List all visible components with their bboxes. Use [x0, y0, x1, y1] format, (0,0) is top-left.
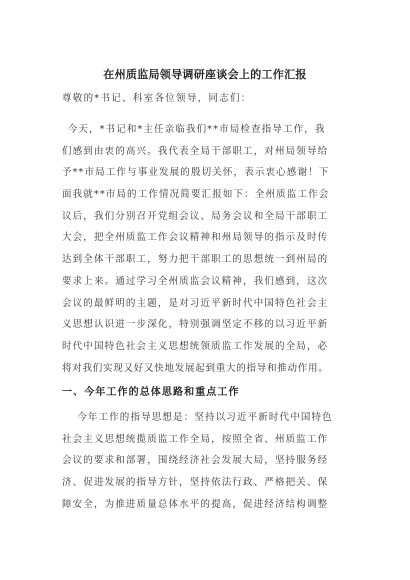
paragraph-line: 面我就**市局的工作情况简要汇报如下：全州质监工作会 — [62, 189, 330, 201]
paragraph-line: 要求上来。通过学习全州质监会议精神，我们感到，这次 — [62, 275, 329, 287]
salutation: 尊敬的*书记、科室各位领导，同志们： — [62, 93, 252, 104]
paragraph-line: 障安全，为推进质量总体水平的提高，促进经济结构调整 — [62, 498, 329, 510]
paragraph-line: 义思想认识进一步深化，特别强调坚定不移的以习近平新 — [62, 319, 329, 331]
paragraph-line: 将对我们实现又好又快地发展起到重大的指导和推动作用。 — [62, 362, 329, 374]
paragraph-line: 议后，我们分别召开党组会议、局务会议和全局干部职工 — [62, 210, 329, 222]
paragraph-line: 会议的最鲜明的主题，是对习近平新时代中国特色社会主 — [62, 297, 329, 309]
paragraph-guiding-thought — [62, 407, 354, 515]
paragraph-line: 会议的要求和部署，围绕经济社会发展大局，坚持服务经 — [62, 455, 329, 467]
paragraph-line: 达到全体干部职工，努力把干部职工的思想统一到州局的 — [62, 254, 329, 266]
paragraph-line: 今年工作的指导思想是：坚持以习近平新时代中国特色 — [77, 412, 333, 423]
paragraph-line: 济、促进发展的指导方针，坚持依法行政、严格把关、保 — [62, 477, 329, 489]
paragraph-intro — [62, 119, 354, 379]
paragraph-line: 们感到由衷的高兴。我代表全局干部职工，对州局领导给 — [62, 145, 329, 157]
paragraph-line: 大会，把全州质监工作会议精神和州局领导的指示及时传 — [62, 232, 329, 244]
section-heading: 一、今年工作的总体思路和重点工作 — [62, 387, 240, 398]
document-title: 在州质监局领导调研座谈会上的工作汇报 — [103, 68, 307, 81]
paragraph-line: 予**市局工作与事业发展的殷切关怀，表示衷心感谢！下 — [62, 167, 330, 179]
paragraph-line: 社会主义思想统揽质监工作全局，按照全省、州质监工作 — [62, 433, 329, 445]
paragraph-line: 今天，*书记和*主任亲临我们**市局检查指导工作，我 — [67, 124, 326, 135]
paragraph-line: 时代中国特色社会主义思想统领质监工作发展的全局，必 — [62, 340, 329, 352]
